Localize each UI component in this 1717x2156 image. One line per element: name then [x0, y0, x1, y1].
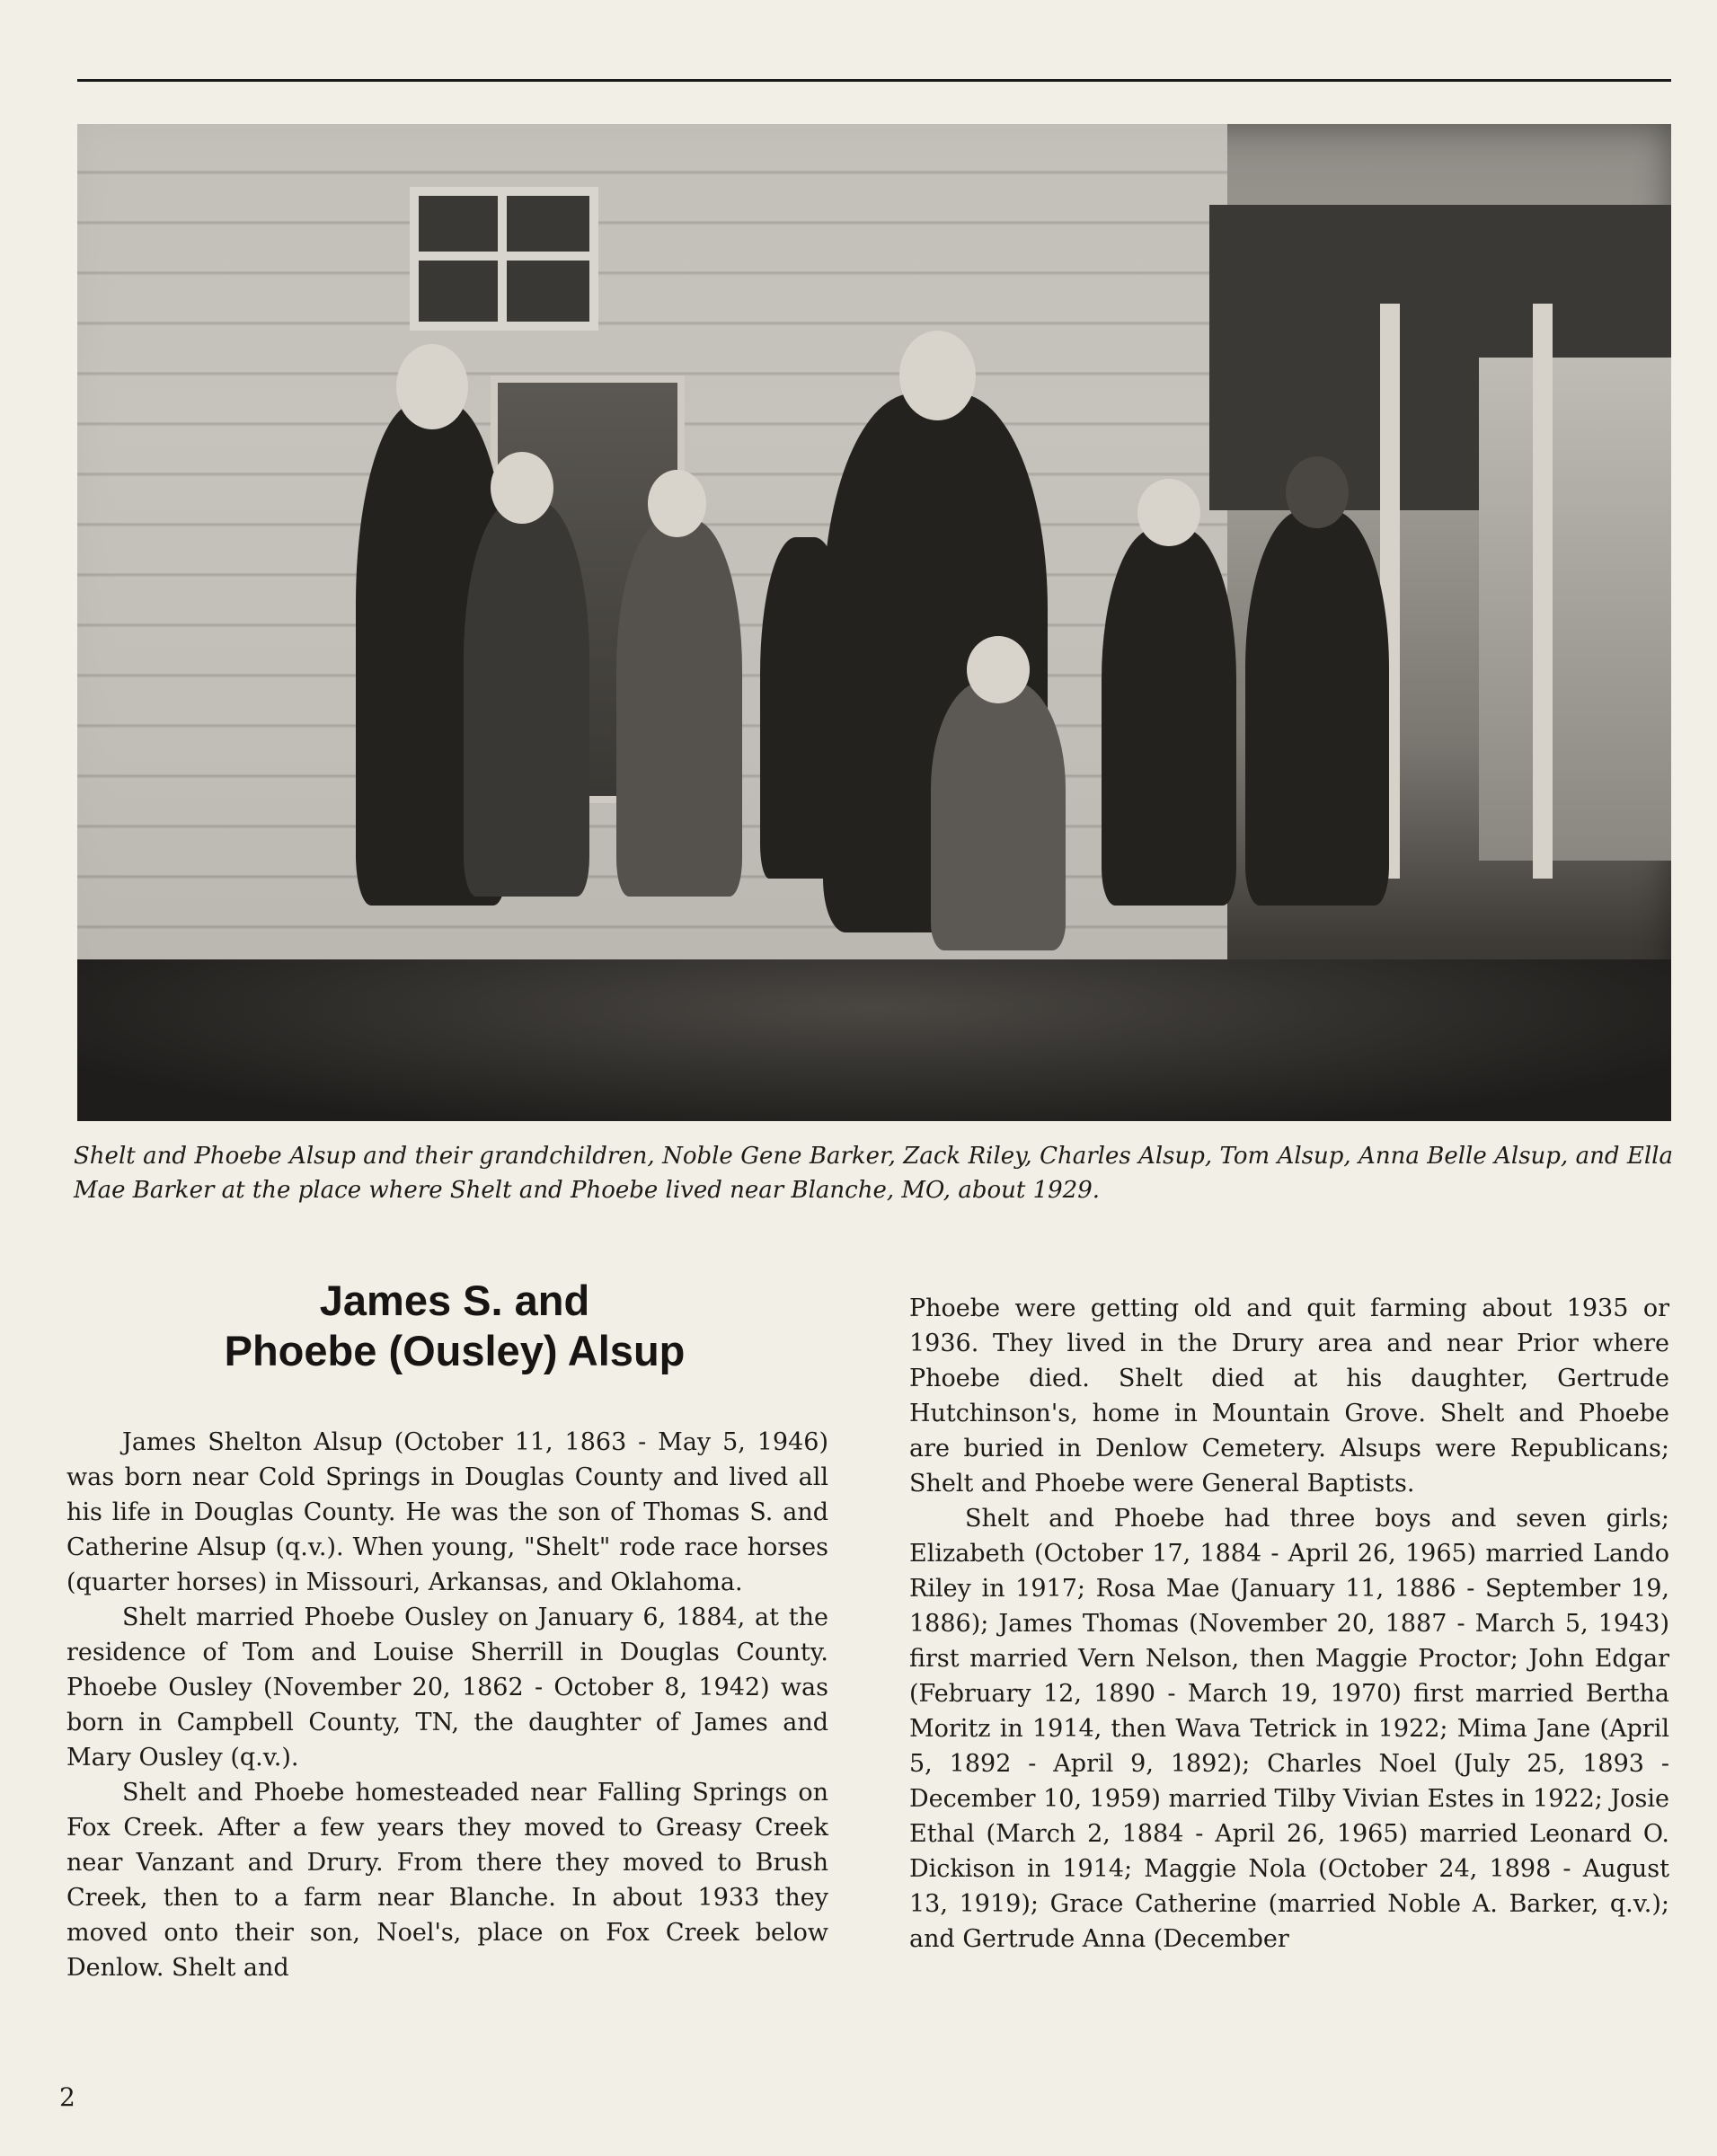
- figure-head: [967, 636, 1030, 703]
- figure-toddler: [931, 681, 1066, 950]
- paragraph: Shelt married Phoebe Ousley on January 6, 1884, at the residence of Tom and Louise Sherrill in Douglas County. Phoebe Ousley (November 20, 1862 - October 8, 1942) was born in Campbell County, TN, the daughter of James and Mary Ousley (q.v.).: [66, 1604, 828, 1772]
- porch-post: [1533, 304, 1553, 879]
- family-photograph: [77, 124, 1671, 1121]
- figure-head: [491, 452, 553, 524]
- left-column: [66, 1425, 828, 1985]
- figure-head: [899, 331, 976, 420]
- figure-child: [464, 501, 589, 897]
- top-rule: [77, 79, 1671, 82]
- paragraph: Shelt and Phoebe homesteaded near Falling Springs on Fox Creek. After a few years they moved to Greasy Creek near Vanzant and Drury. From there they moved to Brush Creek, then to a farm near Blanche. In about 1933 they moved onto their son, Noel's, place on Fox Creek below Denlow. Shelt and: [66, 1779, 828, 1982]
- figure-head: [396, 344, 468, 429]
- paragraph: James Shelton Alsup (October 11, 1863 - May 5, 1946) was born near Cold Springs in Douglas County and lived all his life in Douglas County. He was the son of Thomas S. and Catherine Alsup (q.v.). When young, "Shelt" rode race horses (quarter horses) in Missouri, Arkansas, and Oklahoma.: [66, 1428, 828, 1596]
- article-title-line: James S. and: [319, 1277, 590, 1324]
- figure-head: [648, 470, 706, 537]
- figure-child: [616, 519, 742, 897]
- figure-child: [1102, 528, 1236, 906]
- photo-caption: Shelt and Phoebe Alsup and their grandchildren, Noble Gene Barker, Zack Riley, Charles Alsup, Tom Alsup, Anna Belle Alsup, and Ella Mae Barker at the place where Shelt and Phoebe lived near Blanche, MO, about 1929.: [74, 1143, 1673, 1204]
- figure-child: [1245, 510, 1389, 906]
- figure-head: [1286, 456, 1349, 528]
- figure-head: [1137, 479, 1200, 546]
- house-window: [410, 187, 598, 331]
- right-column: [909, 1291, 1669, 1957]
- paragraph: Phoebe were getting old and quit farming about 1935 or 1936. They lived in the Drury area and near Prior where Phoebe died. Shelt died at his daughter, Gertrude Hutchinson's, home in Mountain Grove. Shelt and Phoebe are buried in Denlow Cemetery. Alsups were Republicans; Shelt and Phoebe were General Baptists.: [909, 1294, 1669, 1498]
- ground: [77, 959, 1671, 1121]
- article-title: [77, 1276, 832, 1376]
- paragraph: Shelt and Phoebe had three boys and seven girls; Elizabeth (October 17, 1884 - April 26, 1965) married Lando Riley in 1917; Rosa Mae (January 11, 1886 - September 19, 1886); James Thomas (November 20, 1887 - March 5, 1943) first married Vern Nelson, then Maggie Proctor; John Edgar (February 12, 1890 - March 19, 1970) first married Bertha Moritz in 1914, then Wava Tetrick in 1922; Mima Jane (April 5, 1892 - April 9, 1892); Charles Noel (July 25, 1893 - December 10, 1959) married Tilby Vivian Estes in 1922; Josie Ethal (March 2, 1884 - April 26, 1965) married Leonard O. Dickison in 1914; Maggie Nola (October 24, 1898 - August 13, 1919); Grace Catherine (married Noble A. Barker, q.v.); and Gertrude Anna (December: [909, 1505, 1669, 1953]
- porch-opening: [1479, 358, 1671, 861]
- page-number: 2: [59, 2082, 75, 2112]
- article-title-line: Phoebe (Ousley) Alsup: [224, 1327, 686, 1374]
